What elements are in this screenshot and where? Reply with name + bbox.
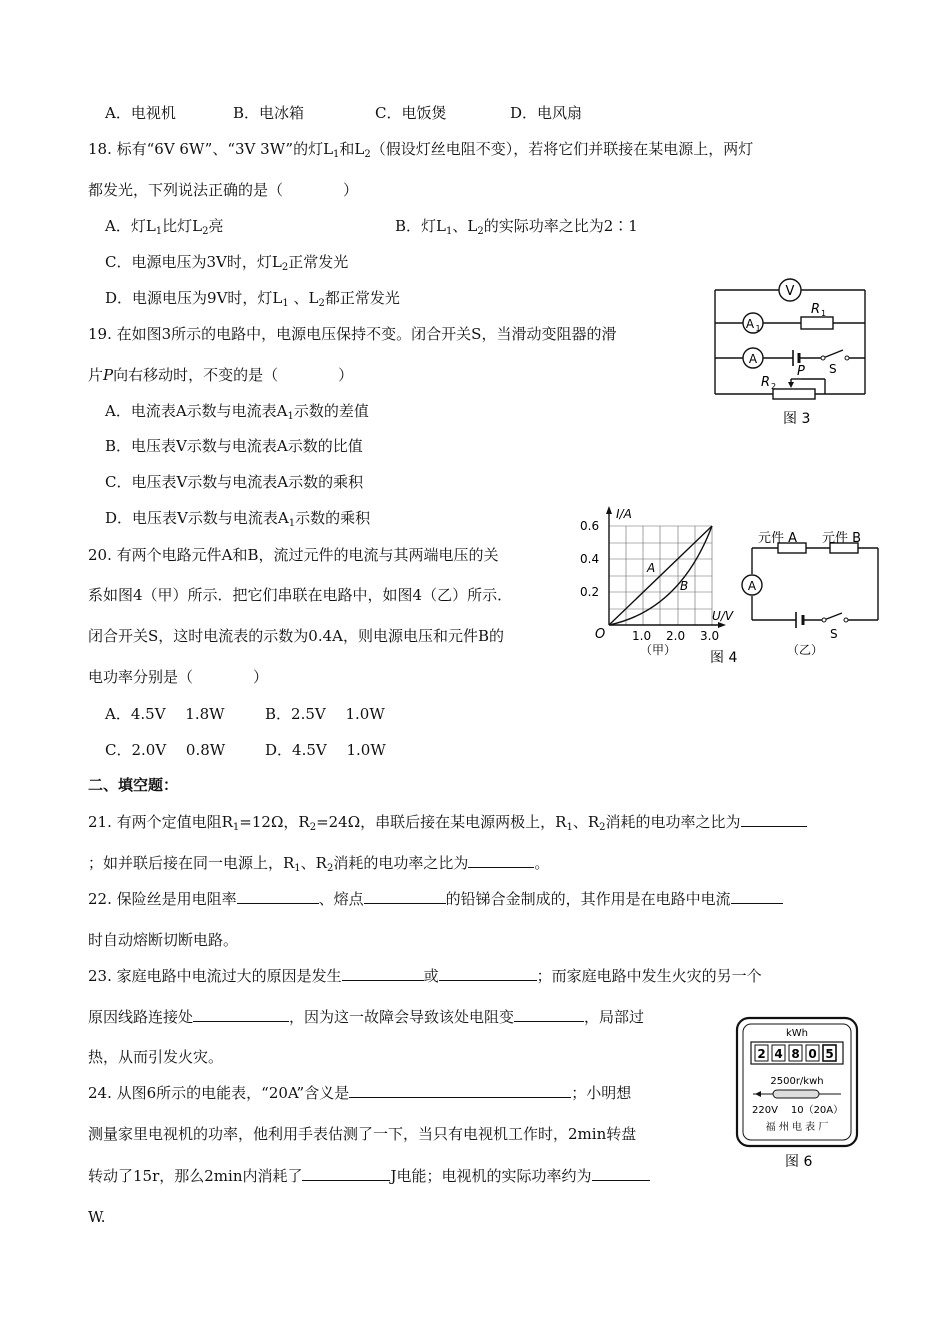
figure-4 [560, 500, 890, 670]
q18-option-c: C．电源电压为3V时，灯$L_2$正常发光 [105, 253, 349, 273]
q22-blank-2 [364, 889, 446, 904]
q17-options [105, 103, 582, 123]
meter-disc-window [773, 1090, 819, 1098]
q19-option-b: B．电压表V示数与电流表A示数的比值 [105, 437, 363, 455]
q22-blank-3 [731, 889, 783, 904]
q23-blank-2 [439, 966, 537, 981]
q24-line2: 测量家里电视机的功率，他利用手表估测了一下，当只有电视机工作时，2min转盘 [88, 1125, 637, 1143]
axis-y-label: I/A [616, 507, 632, 521]
ytick-0.4: 0.4 [580, 552, 600, 566]
q19-stem-line1: 19. 在如图3所示的电路中，电源电压保持不变。闭合开关S，当滑动变阻器的滑 [88, 325, 617, 343]
q18-stem-line1: 18. 标有“6V 6W”、“3V 3W”的灯$L_1$和$L_2$（假设灯丝电阻不变），若将它们并联接在某电源上，两灯 [88, 140, 754, 160]
q24-blank-2 [302, 1166, 390, 1181]
origin-o: O [595, 627, 606, 642]
figure-3-caption: 图 3 [783, 411, 811, 427]
q17-option-b: B．电冰箱 [233, 104, 305, 122]
figure-4-caption: 图 4 [710, 650, 738, 666]
q24-blank-3 [592, 1166, 650, 1181]
label-r1-sub: 1 [821, 309, 827, 318]
meter-voltage: 220V [752, 1105, 778, 1116]
q21-line1: 21. 有两个定值电阻$R_1=12\Omega$，$R_2=24\Omega$，串联后接在某电源两极上，$R_1$、$R_2$消耗的电功率之比为 [88, 812, 807, 838]
q17-option-a: A．电视机 [105, 104, 176, 122]
label-elem-b: 元件 B [822, 531, 862, 546]
xtick-2.0: 2.0 [666, 629, 686, 643]
q20-stem-line3: 闭合开关S，这时电流表的示数为0.4A，则电源电压和元件B的 [88, 627, 504, 645]
meter-current: 10（20A） [790, 1105, 844, 1116]
label-a1-sub: 1 [755, 324, 761, 333]
label-yi: （乙） [787, 643, 824, 657]
q24-line4: W. [88, 1208, 106, 1226]
q20-options-row1: A．4.5V 1.8W B．2.5V 1.0W [105, 705, 385, 723]
q18-option-d: D．电源电压为9V时，灯$L_1$ 、$L_2$都正常发光 [105, 289, 400, 309]
q23-blank-3 [193, 1007, 289, 1022]
figure-6-meter [733, 1016, 863, 1172]
q20-stem-line4: 电功率分别是（ ） [88, 668, 269, 686]
q18-option-a: A．灯$L_1$比灯$L_2$亮 [105, 217, 224, 237]
figure-6-caption: 图 6 [785, 1154, 813, 1170]
meter-maker: 福 州 电 表 厂 [765, 1122, 829, 1133]
q19-option-c: C．电压表V示数与电流表A示数的乘积 [105, 473, 364, 491]
label-elem-a: 元件 A [758, 531, 798, 546]
label-r2: R [761, 375, 771, 390]
label-curve-a: A [647, 561, 656, 575]
ytick-0.6: 0.6 [580, 519, 600, 533]
xtick-3.0: 3.0 [700, 629, 720, 643]
label-r1: R [811, 302, 821, 317]
q17-option-c: C．电饭煲 [375, 104, 447, 122]
meter-rate: 2500r/kwh [770, 1076, 824, 1087]
section-2-title: 二、填空题： [88, 776, 179, 794]
label-curve-b: B [680, 579, 689, 593]
q22-line2: 时自动熔断切断电路。 [88, 931, 239, 949]
xtick-1.0: 1.0 [632, 629, 652, 643]
q24-line1: 24. 从图6所示的电能表，“20A”含义是 ；小明想 [88, 1084, 632, 1102]
q23-line2: 原因线路连接处 ，因为这一故障会导致该处电阻变 ，局部过 [88, 1008, 645, 1026]
svg-text:4: 4 [774, 1047, 783, 1061]
q19-stem-line2: 片P向右移动时，不变的是（ ） [88, 366, 354, 384]
svg-text:2: 2 [757, 1047, 766, 1061]
label-a1: A [745, 317, 755, 331]
label-jia: （甲） [640, 643, 677, 657]
q20-options-row2: C．2.0V 0.8W D．4.5V 1.0W [105, 741, 386, 759]
meter-unit: kWh [785, 1028, 809, 1039]
figure-3-circuit [705, 276, 875, 431]
q23-blank-1 [342, 966, 424, 981]
q23-blank-4 [514, 1007, 584, 1022]
svg-text:8: 8 [791, 1047, 800, 1061]
label-r2-sub: 2 [771, 382, 777, 391]
label-a: A [748, 352, 758, 366]
meter-digits [755, 1045, 836, 1061]
label-p: P [797, 364, 805, 379]
q22-line1: 22. 保险丝是用电阻率 、熔点 的铅锑合金制成的，其作用是在电路中电流 [88, 889, 783, 909]
svg-text:5: 5 [825, 1047, 834, 1061]
axis-x-label: U/V [712, 609, 734, 623]
svg-text:0: 0 [808, 1047, 817, 1061]
q18-option-b: B．灯$L_1$、$L_2$的实际功率之比为2∶1 [395, 217, 638, 237]
label-switch: S [830, 627, 838, 641]
q24-blank-1 [349, 1083, 571, 1098]
q21-line2: ；如并联后接在同一电源上，$R_1$、$R_2$消耗的电功率之比为 。 [88, 854, 550, 874]
q21-blank-1 [741, 812, 807, 827]
q20-stem-line2: 系如图4（甲）所示．把它们串联在电路中，如图4（乙）所示． [88, 586, 513, 604]
q19-option-a: A．电流表A示数与电流表$A_1$示数的差值 [105, 402, 369, 422]
curve-a [609, 526, 712, 625]
q23-line3: 热，从而引发火灾。 [88, 1048, 224, 1066]
q20-stem-line1: 20. 有两个电路元件A和B，流过元件的电流与其两端电压的关 [88, 546, 499, 564]
q22-blank-1 [237, 889, 319, 904]
q17-option-d: D．电风扇 [510, 104, 583, 122]
label-s: S [829, 362, 837, 376]
label-v: V [785, 284, 795, 299]
q21-blank-2 [468, 853, 534, 868]
q24-line3: 转动了15r，那么2min内消耗了 J电能；电视机的实际功率约为 [88, 1166, 650, 1186]
ytick-0.2: 0.2 [580, 585, 600, 599]
q23-line1: 23. 家庭电路中电流过大的原因是发生 或 ；而家庭电路中发生火灾的另一个 [88, 967, 762, 985]
q18-stem-line2: 都发光，下列说法正确的是（ ） [88, 181, 359, 199]
label-meter-a: A [747, 579, 757, 593]
q19-option-d: D．电压表V示数与电流表$A_1$示数的乘积 [105, 509, 371, 529]
